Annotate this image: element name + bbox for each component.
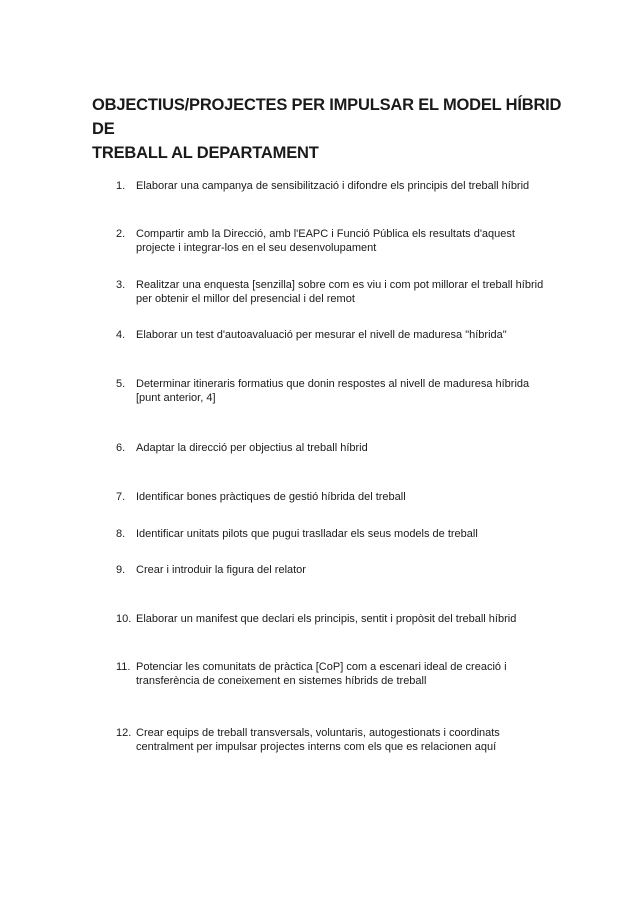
item-number: 11. — [116, 661, 131, 673]
item-text-line: [punt anterior, 4] — [136, 392, 216, 404]
item-text — [136, 227, 556, 255]
item-text-line: Elaborar un manifest que declari els principis, sentit i propòsit del treball híbrid — [136, 613, 517, 625]
item-text — [136, 563, 556, 577]
item-text-line: Determinar itineraris formatius que donin respostes al nivell de maduresa híbrida — [136, 378, 530, 390]
item-text-line: projecte i integrar-los en el seu desenvolupament — [136, 242, 377, 254]
item-number: 10. — [116, 613, 132, 625]
item-number: 5. — [116, 378, 126, 390]
item-text-line: Elaborar una campanya de sensibilització i difondre els principis del treball híbrid — [136, 180, 530, 192]
item-number: 6. — [116, 442, 126, 454]
item-text — [136, 179, 556, 193]
item-number: 8. — [116, 528, 126, 540]
item-text — [136, 278, 556, 306]
item-text-line: Compartir amb la Direcció, amb l'EAPC i Funció Pública els resultats d'aquest — [136, 228, 515, 240]
item-number: 9. — [116, 564, 126, 576]
item-text-line: Realitzar una enquesta [senzilla] sobre com es viu i com pot millorar el treball híbrid — [136, 279, 544, 291]
item-text-line: Potenciar les comunitats de pràctica [CoP] com a escenari ideal de creació i — [136, 661, 507, 673]
item-number: 3. — [116, 279, 126, 291]
item-number: 1. — [116, 180, 126, 192]
item-text — [136, 527, 556, 541]
item-number: 7. — [116, 491, 126, 503]
item-text-line: centralment per impulsar projectes interns com els que es relacionen aquí — [136, 741, 497, 753]
item-text-line: Crear equips de treball transversals, voluntaris, autogestionats i coordinats — [136, 727, 500, 739]
item-text — [136, 726, 556, 754]
item-text-line: per obtenir el millor del presencial i del remot — [136, 293, 355, 305]
item-text — [136, 660, 556, 688]
title-line: TREBALL AL DEPARTAMENT — [92, 144, 319, 162]
item-text-line: transferència de coneixement en sistemes híbrids de treball — [136, 675, 427, 687]
item-number: 4. — [116, 329, 126, 341]
title-line: OBJECTIUS/PROJECTES PER IMPULSAR EL MODEL HÍBRID DE — [92, 96, 562, 138]
item-number: 12. — [116, 727, 132, 739]
item-text — [136, 441, 556, 455]
item-text-line: Elaborar un test d'autoavaluació per mesurar el nivell de maduresa "híbrida" — [136, 329, 507, 341]
item-number: 2. — [116, 228, 126, 240]
item-text — [136, 612, 556, 626]
item-text-line: Identificar bones pràctiques de gestió híbrida del treball — [136, 491, 406, 503]
item-text-line: Adaptar la direcció per objectius al treball híbrid — [136, 442, 368, 454]
item-text — [136, 490, 556, 504]
document-title — [92, 93, 562, 165]
item-text-line: Crear i introduir la figura del relator — [136, 564, 306, 576]
item-text — [136, 377, 556, 405]
item-text-line: Identificar unitats pilots que pugui traslladar els seus models de treball — [136, 528, 478, 540]
item-text — [136, 328, 556, 342]
